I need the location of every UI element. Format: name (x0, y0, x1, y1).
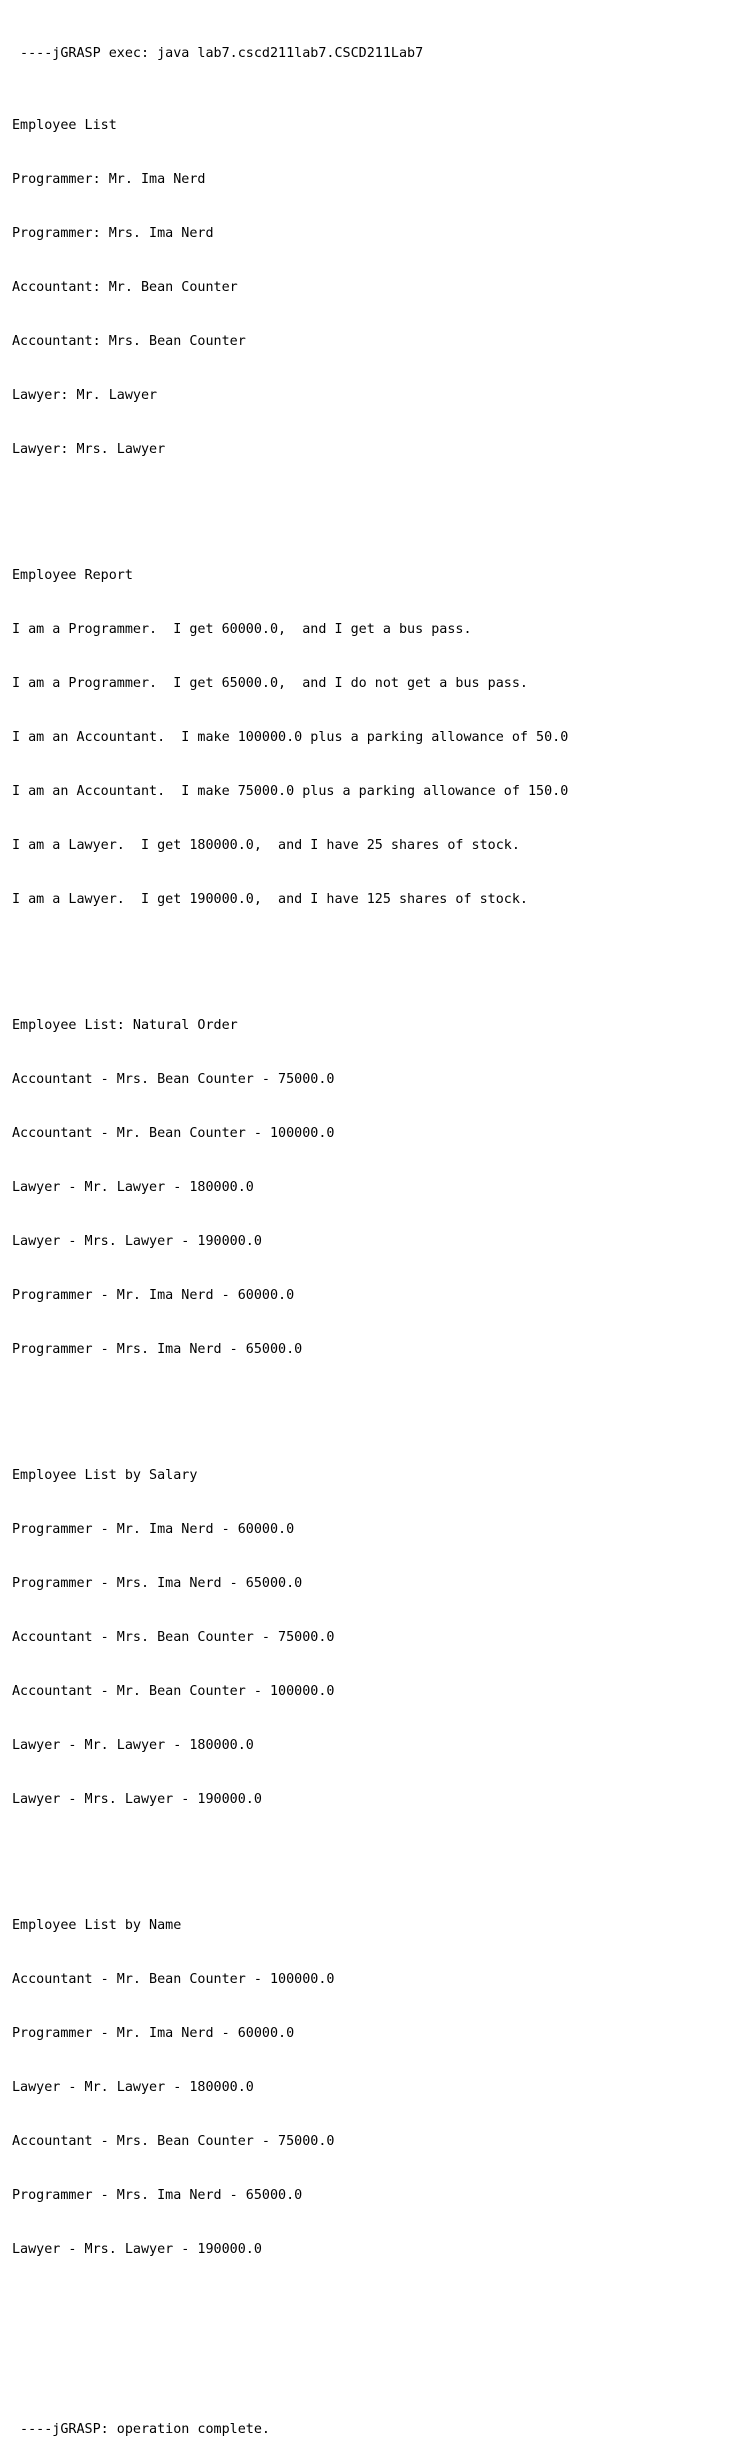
natural-order-line: Lawyer - Mr. Lawyer - 180000.0 (12, 1180, 254, 1195)
natural-order-heading: Employee List: Natural Order (12, 1018, 238, 1033)
blank-line (12, 1845, 756, 1863)
by-salary-heading: Employee List by Salary (12, 1468, 198, 1483)
by-name-line: Programmer - Mrs. Ima Nerd - 65000.0 (12, 2188, 303, 2203)
by-salary-line: Lawyer - Mrs. Lawyer - 190000.0 (12, 1792, 262, 1807)
employee-report-line: I am a Programmer. I get 60000.0, and I get a bus pass. (12, 622, 472, 637)
console-output (12, 9, 756, 2457)
blank-line (12, 2295, 756, 2313)
by-name-line: Programmer - Mr. Ima Nerd - 60000.0 (12, 2026, 295, 2041)
by-name-line: Lawyer - Mr. Lawyer - 180000.0 (12, 2080, 254, 2095)
exec-line: ----jGRASP exec: java lab7.cscd211lab7.CSCD211Lab7 (12, 46, 424, 61)
blank-line (12, 945, 756, 963)
employee-list-line: Accountant: Mr. Bean Counter (12, 280, 238, 295)
by-salary-line: Accountant - Mrs. Bean Counter - 75000.0 (12, 1630, 335, 1645)
by-salary-line: Lawyer - Mr. Lawyer - 180000.0 (12, 1738, 254, 1753)
employee-list-line: Programmer: Mrs. Ima Nerd (12, 226, 214, 241)
employee-report-line: I am an Accountant. I make 100000.0 plus a parking allowance of 50.0 (12, 730, 569, 745)
natural-order-line: Programmer - Mrs. Ima Nerd - 65000.0 (12, 1342, 303, 1357)
employee-report-line: I am a Lawyer. I get 190000.0, and I have 125 shares of stock. (12, 892, 528, 907)
natural-order-line: Programmer - Mr. Ima Nerd - 60000.0 (12, 1288, 295, 1303)
by-salary-line: Programmer - Mr. Ima Nerd - 60000.0 (12, 1522, 295, 1537)
employee-list-heading: Employee List (12, 118, 117, 133)
employee-list-line: Lawyer: Mrs. Lawyer (12, 442, 166, 457)
natural-order-line: Lawyer - Mrs. Lawyer - 190000.0 (12, 1234, 262, 1249)
by-salary-line: Accountant - Mr. Bean Counter - 100000.0 (12, 1684, 335, 1699)
blank-line (12, 495, 756, 513)
blank-line (12, 1395, 756, 1413)
natural-order-line: Accountant - Mr. Bean Counter - 100000.0 (12, 1126, 335, 1141)
employee-report-line: I am a Programmer. I get 65000.0, and I do not get a bus pass. (12, 676, 528, 691)
by-name-line: Accountant - Mr. Bean Counter - 100000.0 (12, 1972, 335, 1987)
by-name-heading: Employee List by Name (12, 1918, 182, 1933)
employee-list-line: Programmer: Mr. Ima Nerd (12, 172, 206, 187)
by-salary-line: Programmer - Mrs. Ima Nerd - 65000.0 (12, 1576, 303, 1591)
employee-report-heading: Employee Report (12, 568, 133, 583)
employee-list-line: Accountant: Mrs. Bean Counter (12, 334, 246, 349)
by-name-line: Lawyer - Mrs. Lawyer - 190000.0 (12, 2242, 262, 2257)
employee-report-line: I am a Lawyer. I get 180000.0, and I have 25 shares of stock. (12, 838, 520, 853)
employee-report-line: I am an Accountant. I make 75000.0 plus a parking allowance of 150.0 (12, 784, 569, 799)
natural-order-line: Accountant - Mrs. Bean Counter - 75000.0 (12, 1072, 335, 1087)
employee-list-line: Lawyer: Mr. Lawyer (12, 388, 158, 403)
operation-complete-line: ----jGRASP: operation complete. (12, 2422, 270, 2437)
by-name-line: Accountant - Mrs. Bean Counter - 75000.0 (12, 2134, 335, 2149)
blank-line (12, 2349, 756, 2367)
